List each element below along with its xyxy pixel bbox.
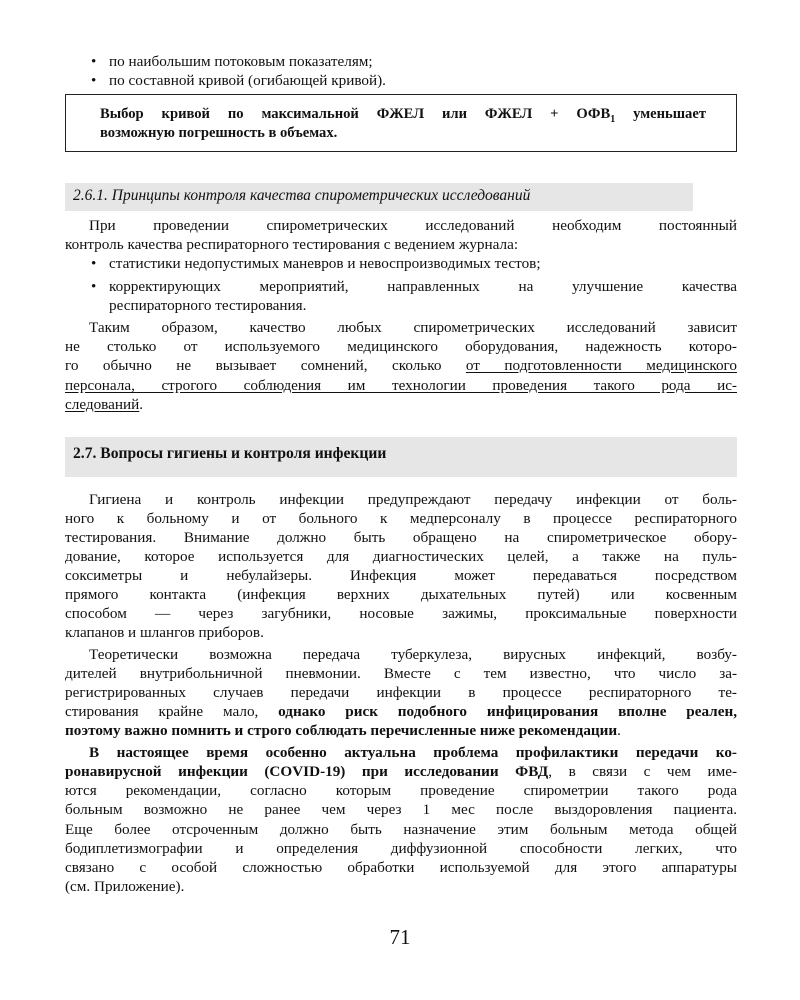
paragraph-line: поэтому важно помнить и строго соблюдать перечисленные ниже рекомендации. [65, 722, 621, 739]
paragraph-line: клапанов и шлангов приборов. [65, 624, 264, 641]
paragraph-line: следований. [65, 396, 144, 413]
paragraph-line: Гигиена и контроль инфекции предупреждают передачу инфекции от боль- [89, 491, 737, 508]
list-item: • статистики недопустимых маневров и невоспроизводимых тестов; [109, 254, 541, 273]
paragraph-line: Еще более отсроченным должно быть назначение этим больным метода общей [65, 821, 737, 838]
section-heading [65, 437, 737, 477]
paragraph-line: контроль качества респираторного тестирования с ведением журнала: [65, 236, 519, 253]
page-number: 71 [389, 925, 411, 949]
list-item: • по составной кривой (огибающей кривой). [109, 71, 386, 90]
paragraph-line: В настоящее время особенно актуальна проблема профилактики передачи ко- [89, 744, 737, 761]
subsection-heading [65, 183, 693, 211]
paragraph-line: ного к больному и от больного к медперсоналу в процессе респираторного [65, 510, 737, 527]
paragraph-line: При проведении спирометрических исследований необходим постоянный [89, 217, 737, 234]
paragraph-line: дителей внутрибольничной пневмонии. Вместе с тем известно, что число за- [65, 665, 737, 682]
paragraph-line: бодиплетизмографии и определения диффузионной способности легких, что [65, 840, 737, 857]
paragraph-line: больным возможно не ранее чем через 1 мес после выздоровления пациента. [65, 801, 737, 818]
paragraph-line: го обычно не вызывает сомнений, сколько от подготовленности медицинского [65, 357, 737, 374]
paragraph-line: ются рекомендации, согласно которым проведение спирометрии такого рода [65, 782, 737, 799]
paragraph-line: дование, которое используется для диагностических целей, а также на пуль- [65, 548, 737, 565]
list-item: • по наибольшим потоковым показателям; [109, 52, 373, 71]
paragraph-line: тестирования. Внимание должно быть обращено на спирометрическое обору- [65, 529, 737, 546]
subsection-title: 2.6.1. Принципы контроля качества спирометрических исследований [73, 187, 531, 204]
paragraph-line: связано с особой сложностью обработки используемой для этого аппаратуры [65, 859, 737, 876]
note-line-2: возможную погрешность в объемах. [100, 125, 338, 141]
note-line-1: Выбор кривой по максимальной ФЖЕЛ или ФЖЕЛ + $ОФВ_1$ уменьшает [100, 106, 706, 125]
paragraph-line: Таким образом, качество любых спирометрических исследований зависит [89, 319, 737, 336]
paragraph-line: (см. Приложение). [65, 878, 185, 895]
paragraph-line: персонала, строгого соблюдения им технологии проведения такого рода ис- [65, 377, 737, 394]
paragraph-line: регистрированных случаев передачи инфекции в процессе респираторного те- [65, 684, 737, 701]
paragraph-line: стирования крайне мало, однако риск подобного инфицирования вполне реален, [65, 703, 737, 720]
paragraph-line: ронавирусной инфекции (COVID-19) при исследовании ФВД, в связи с чем име- [65, 763, 737, 780]
paragraph-line: соксиметры и небулайзеры. Инфекция может передаваться посредством [65, 567, 737, 584]
note-box [65, 94, 737, 152]
paragraph-line: Теоретически возможна передача туберкулеза, вирусных инфекций, возбу- [89, 646, 737, 663]
paragraph-line: прямого контакта (инфекция верхних дыхательных путей) или косвенным [65, 586, 737, 603]
section-title: 2.7. Вопросы гигиены и контроля инфекции [73, 445, 387, 462]
paragraph-line: способом — через загубники, носовые зажимы, проксимальные поверхности [65, 605, 737, 622]
paragraph-line: не столько от используемого медицинского оборудования, надежность которо- [65, 338, 737, 355]
list-item: • корректирующих мероприятий, направленных на улучшение качества [109, 277, 737, 296]
list-item-continuation: респираторного тестирования. [109, 297, 307, 314]
